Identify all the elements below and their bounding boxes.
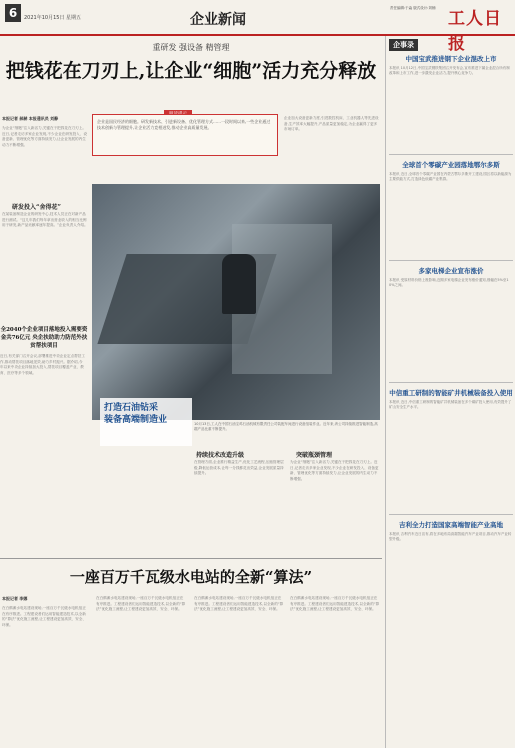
right-item-1-headline: 中国宝武推进钢下企业混改上市 — [405, 55, 497, 63]
lead-headline: 把钱花在刀刃上,让企业“细胞”活力充分释放 — [5, 60, 377, 82]
section-title: 企业新闻 — [190, 12, 246, 28]
lead-body-5: 为企业“细胞”注入新活力,关键在于把钱花在刀刃上。近日,记者走访多家企业发现,不少企业在研发投入、设备更新、管理优化等方面持续发力,让企业发展的内生动力不断增强。 — [290, 460, 379, 481]
right-column — [385, 36, 515, 748]
side-story-body: 近日,有关部门召开会议,部署推进中央企业定点帮扶工作,推动帮扶项目落地见效,助力乡村振兴。据介绍,今年以来中央企业持续加大投入,帮扶项目覆盖产业、教育、医疗等多个领域。 — [0, 354, 85, 375]
lead-body-2: 在某装备制造企业的研发中心,技术人员正在对新产品进行测试。“这几年我们每年拿出营业收入的相当比例用于研发,新产品贡献率逐年提高。”企业负责人介绍。 — [2, 212, 88, 228]
photo-caption-line-1: 打造石油钻采 — [104, 403, 159, 413]
right-item-5-headline: 吉利全力打造国家高端智能产业高地 — [399, 521, 503, 529]
right-item-1-body: 本报讯 10月12日,中国宝武钢铁集团召开发布会,宣布推进下属企业混合所有制改革和上市工作,进一步激发企业活力,提升核心竞争力。 — [389, 66, 510, 76]
worker-figure — [222, 254, 256, 314]
newspaper-logo: 工人日报 — [448, 9, 502, 54]
bottom-headline: 一座百万千瓦级水电站的全新“算法” — [69, 568, 313, 586]
photo-note: 10月13日,工人在中国石油宝鸡石油机械有限责任公司装配车间进行设备组装作业。近年来,该公司持续推进智能制造,高端产品比重不断提升。 — [194, 422, 378, 431]
news-photo — [92, 184, 380, 420]
bottom-byline: 本报记者 李娜 — [2, 596, 28, 601]
right-item-5-body: 本报讯 吉利汽车近日宣布,将在多地布局高端智能汽车产业项目,推动汽车产业转型升级。 — [389, 532, 512, 542]
bottom-body-3: 在白鹤滩水电站建设现场,一座百万千瓦级水电机组正在有序推进。工程建设者们运用智能建造技术,以全新的“算法”优化施工流程,让工程建设更加高效、安全、环保。 — [194, 596, 284, 612]
right-item-3-headline: 多家电梯企业宣布涨价 — [418, 267, 484, 275]
summary-box: 企业是国民经济的细胞。研发新技术、引进新设备、优化管理方式……一段时间以来,一些企业通过技术创新与管理提升,让企业活力竞相迸发,推动企业高质量发展。 — [92, 114, 278, 156]
side-story — [0, 326, 88, 514]
editors-credit: 责任编辑:于淼 版式设计:刘楠 — [390, 6, 436, 10]
photo-caption-box — [100, 398, 192, 446]
side-story-headline: 全2040个企业项目落地投入需要资金共76亿元 央企扶助助力防范外扶贫帮扶项目 — [0, 327, 88, 349]
section-divider — [0, 558, 382, 559]
lead-subhead-3: 突破瓶颈管理 — [296, 452, 333, 459]
bottom-body-1: 在白鹤滩水电站建设现场,一座百万千瓦级水电机组正在有序推进。工程建设者们运用智能建造技术,以全新的“算法”优化施工流程,让工程建设更加高效、安全、环保。 — [2, 606, 86, 627]
photo-caption-line-2: 装备高端制造业 — [104, 415, 168, 425]
right-item-2-body: 本报讯 近日,全球首个零碳产业园在内蒙古鄂尔多斯开工建设,园区将以新能源为主要供能方式,打造绿色低碳产业集群。 — [389, 172, 512, 182]
bottom-body-4: 在白鹤滩水电站建设现场,一座百万千瓦级水电机组正在有序推进。工程建设者们运用智能建造技术,以全新的“算法”优化施工流程,让工程建设更加高效、安全、环保。 — [290, 596, 380, 612]
lead-body-4: 在管理方面,企业推行精益生产,优化工艺流程,压缩管理层级,降低运营成本,让每一分钱都花出效益,企业发展质量持续提升。 — [194, 460, 284, 476]
right-item-3-body: 本报讯 受原材料价格上涨影响,近期多家电梯企业发布涨价通知,涨幅在5%至10%之间。 — [389, 278, 509, 288]
lead-subhead-2: 持续技术改造升级 — [196, 452, 245, 459]
bottom-body-2: 在白鹤滩水电站建设现场,一座百万千瓦级水电机组正在有序推进。工程建设者们运用智能建造技术,以全新的“算法”优化施工流程,让工程建设更加高效、安全、环保。 — [96, 596, 186, 612]
lead-kicker: 重研发 强设备 精管理 — [152, 43, 230, 52]
main-column — [0, 36, 382, 748]
lead-subhead-1: 研发投入“舍得花” — [12, 204, 61, 211]
page-number: 6 — [5, 4, 21, 22]
lead-body-1: 为企业“细胞”注入新活力,关键在于把钱花在刀刃上。近日,记者走访多家企业发现,不少企业在研发投入、设备更新、管理优化等方面持续发力,让企业发展的内生动力不断增强。 — [2, 126, 87, 147]
right-item-4-headline: 中信重工研制的智能矿井机械装备投入使用 — [389, 389, 513, 397]
right-item-2-headline: 全球首个零碳产业园落地鄂尔多斯 — [402, 161, 500, 169]
issue-date: 2021年10月15日 星期五 — [24, 15, 82, 21]
lead-byline: 本报记者 郝赫 本报通讯员 刘静 — [2, 116, 59, 121]
right-item-4-body: 本报讯 近日,中信重工研制的智能矿井机械装备在多个煤矿投入使用,有效提升了矿山安全生产水平。 — [389, 400, 512, 410]
lead-body-3: 企业加大设备更新力度,引进数控机床、工业机器人等先进设备,生产效率大幅提升,产品质量更加稳定,为企业赢得了更多市场订单。 — [284, 116, 379, 132]
right-section-label: 企事录 — [389, 39, 418, 51]
